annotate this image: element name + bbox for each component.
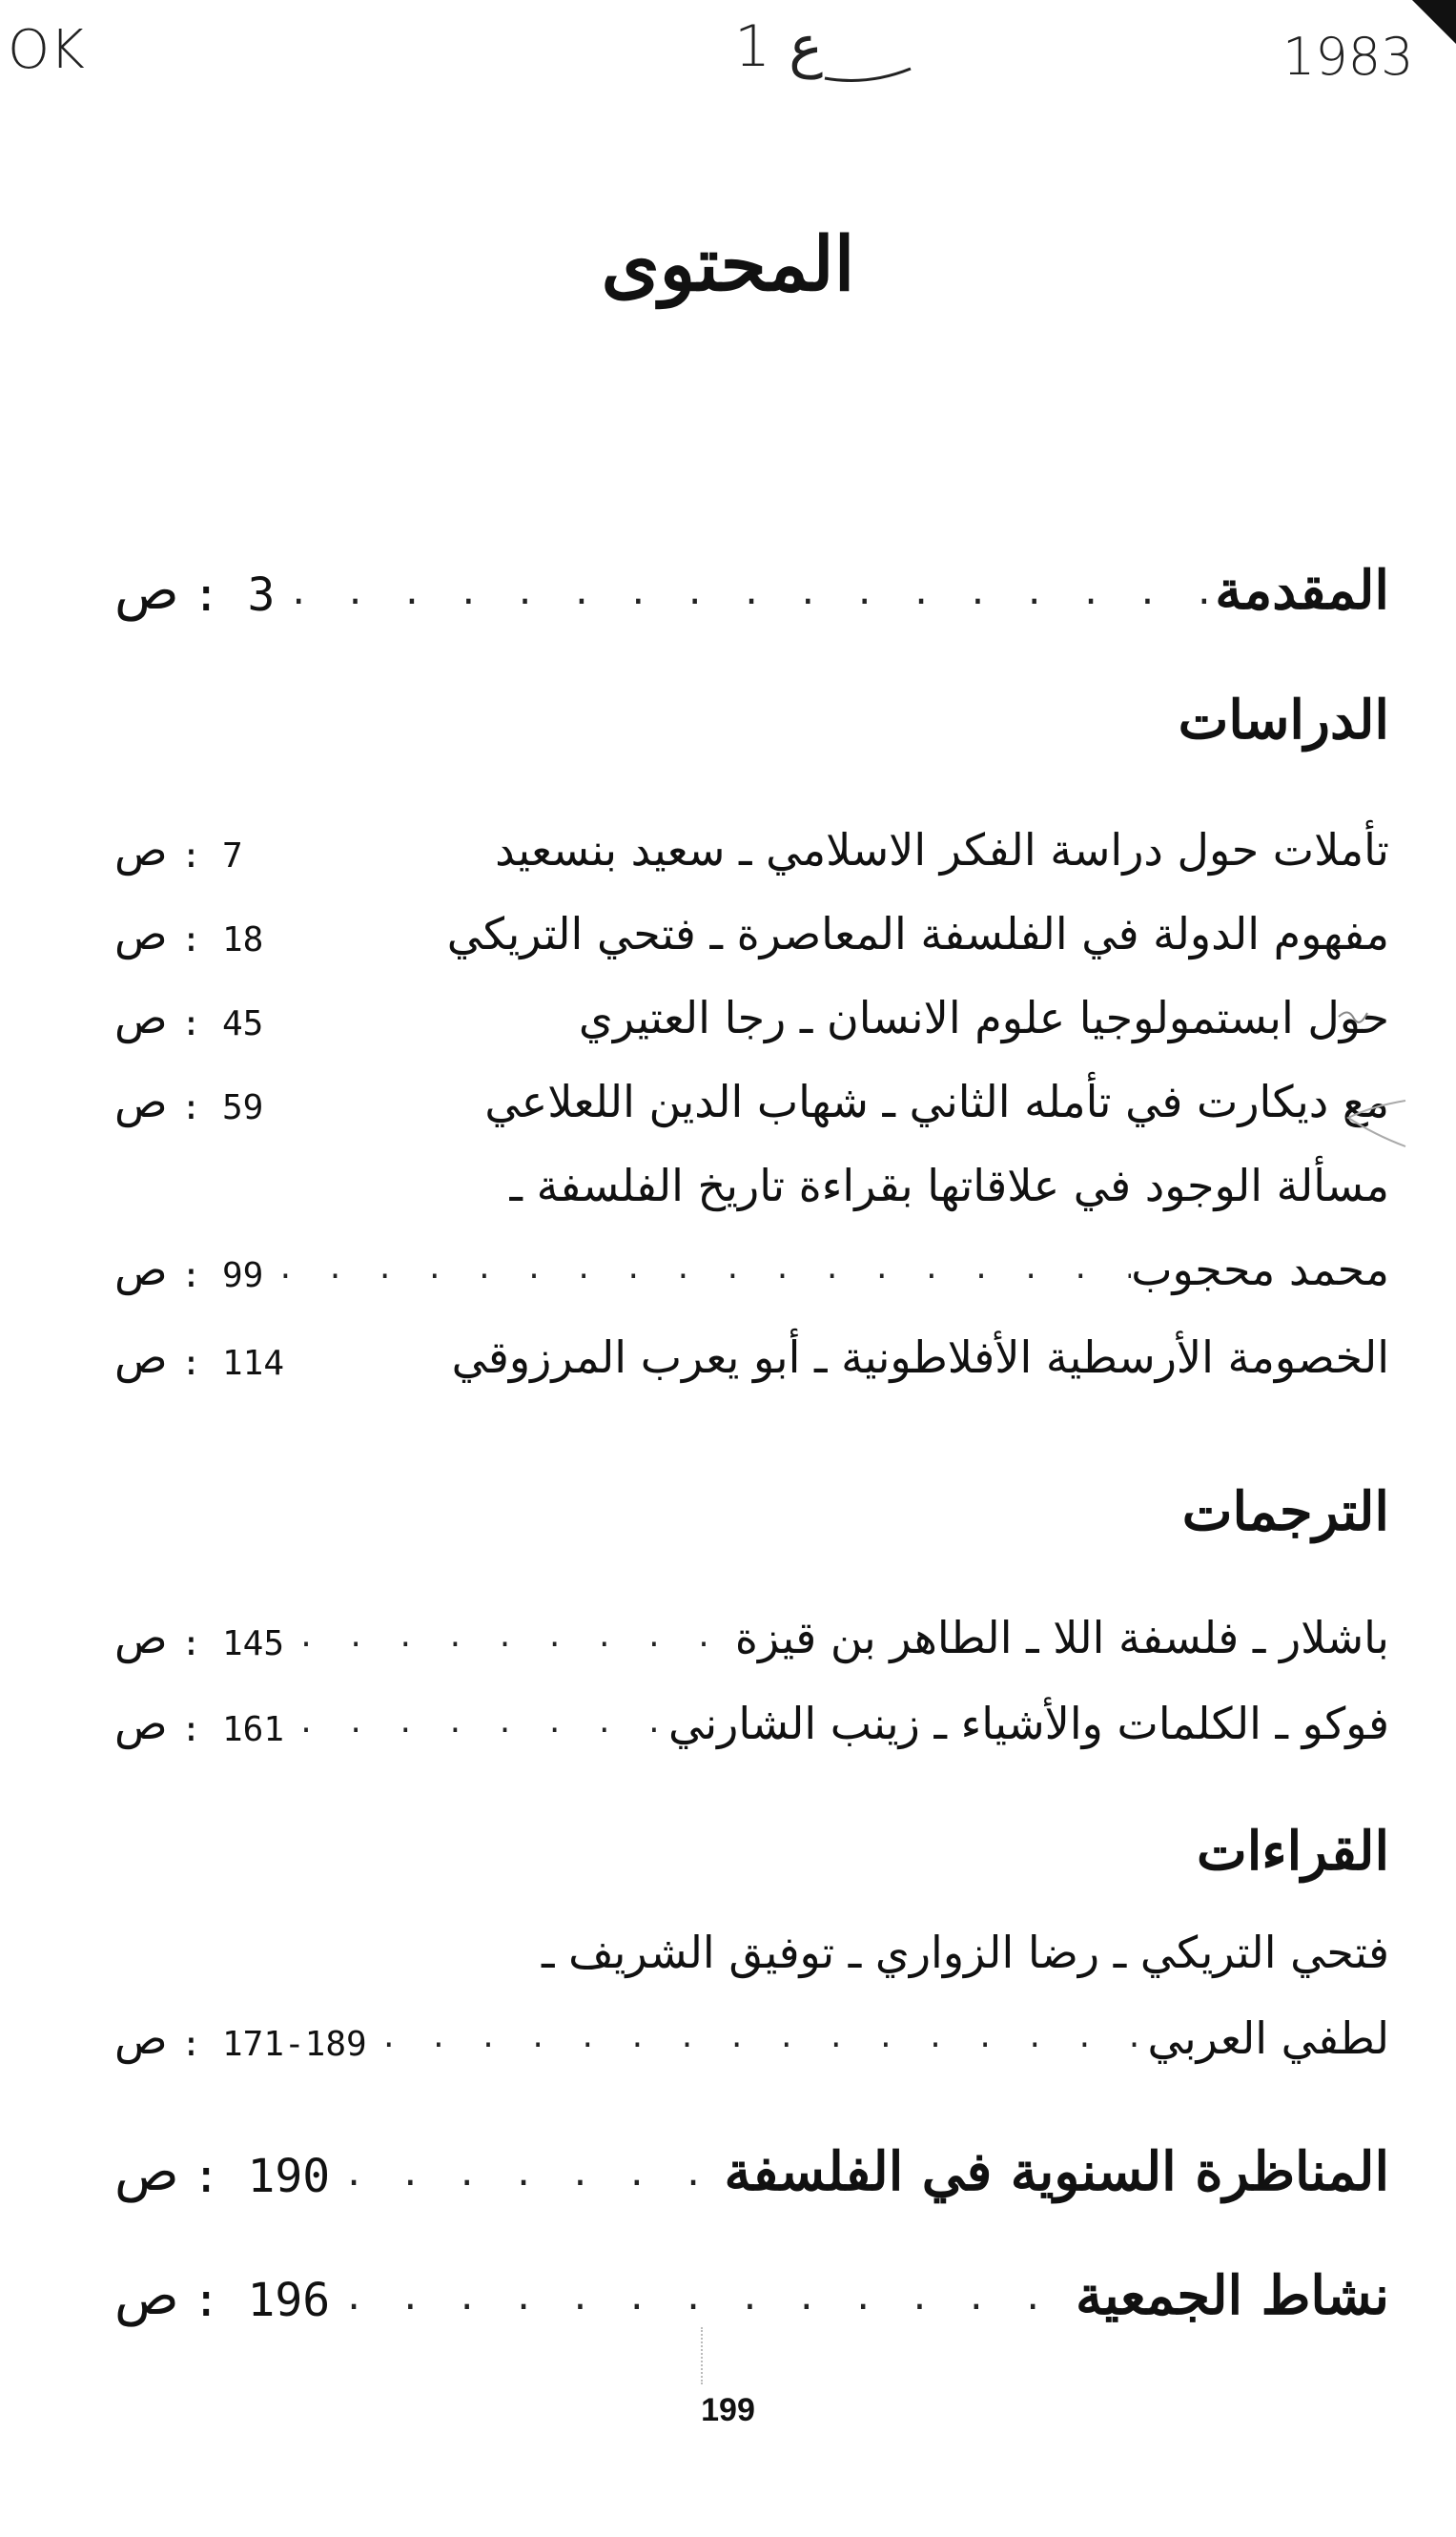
section-heading-studies: الدراسات (1178, 689, 1389, 752)
handwritten-note-center: 1 ع (734, 13, 824, 80)
toc-entry (114, 1682, 1389, 1749)
toc-entry-label: نشاط الجمعية (1076, 2264, 1389, 2327)
toc-entry-page: ص : 145 (114, 1612, 284, 1663)
toc-entry (114, 1316, 1389, 1383)
toc-entry-page: ص : 161 (114, 1698, 284, 1749)
toc-entry-page: ص : 18 (114, 908, 264, 959)
leader-dots (330, 2279, 1076, 2327)
toc-entry-page: ص : 114 (114, 1331, 284, 1383)
toc-entry-intro (114, 555, 1389, 622)
toc-entry-label: حول ابستمولوجيا علوم الانسان ـ رجا العتيري (578, 992, 1389, 1043)
toc-entry-page: ص : 59 (114, 1076, 264, 1127)
handwritten-note-year: 1983 (1282, 27, 1414, 87)
toc-entry-continued: فتحي التريكي ـ رضا الزواري ـ توفيق الشريف ـ (541, 1927, 1389, 1978)
toc-entry-label: فوكو ـ الكلمات والأشياء ـ زينب الشارني (667, 1698, 1389, 1749)
section-heading-readings: القراءات (1196, 1820, 1389, 1883)
toc-entry-label: مع ديكارت في تأمله الثاني ـ شهاب الدين اللعلاعي (484, 1076, 1389, 1127)
toc-entry (114, 1997, 1389, 2064)
toc-entry-page: ص : 99 (114, 1244, 264, 1295)
handwritten-underline (820, 50, 915, 88)
leader-dots (284, 1620, 735, 1663)
toc-entry (114, 977, 1389, 1043)
toc-entry-page: ص : 3 (114, 560, 276, 622)
toc-entry (114, 809, 1389, 876)
toc-entry-page: ص : 196 (114, 2265, 331, 2327)
toc-entry-label: تأملات حول دراسة الفكر الاسلامي ـ سعيد بنسعيد (495, 824, 1389, 876)
leader-dots (275, 573, 1215, 622)
toc-entry-label: المقدمة (1215, 559, 1389, 622)
pencil-mark (1343, 1089, 1409, 1156)
handwritten-note-ok: OK (8, 19, 85, 81)
toc-entry (114, 1597, 1389, 1663)
toc-entry-label: لطفي العربي (1147, 2012, 1389, 2064)
toc-entry-label: محمد محجوب (1131, 1244, 1389, 1295)
toc-entry-label: مفهوم الدولة في الفلسفة المعاصرة ـ فتحي التريكي (446, 908, 1389, 959)
toc-entry-continued: مسألة الوجود في علاقاتها بقراءة تاريخ الفلسفة ـ (509, 1160, 1389, 1211)
toc-entry-page: ص : 171-189 (114, 2012, 367, 2064)
toc-entry-page: ص : 45 (114, 992, 264, 1043)
folded-corner (1412, 0, 1456, 44)
scan-line (701, 2327, 705, 2384)
page-number: 199 (701, 2392, 755, 2428)
toc-entry (114, 1061, 1389, 1127)
leader-dots (263, 1252, 1131, 1295)
leader-dots (367, 2021, 1148, 2064)
toc-entry (114, 893, 1389, 959)
leader-dots (284, 1706, 668, 1749)
toc-entry-debate (114, 2123, 1389, 2203)
pencil-mark (1335, 1003, 1373, 1032)
page-title: المحتوى (601, 221, 855, 308)
toc-entry-label: الخصومة الأرسطية الأفلاطونية ـ أبو يعرب المرزوقي (451, 1331, 1389, 1383)
toc-entry-label: المناظرة السنوية في الفلسفة (724, 2140, 1389, 2203)
toc-entry-page: ص : 7 (114, 824, 243, 876)
leader-dots (330, 2155, 724, 2203)
section-heading-translations: الترجمات (1181, 1480, 1389, 1543)
toc-entry-page: ص : 190 (114, 2141, 331, 2203)
toc-entry-label: باشلار ـ فلسفة اللا ـ الطاهر بن قيزة (734, 1612, 1389, 1663)
toc-entry (114, 1228, 1389, 1295)
toc-entry-activity (114, 2247, 1389, 2327)
